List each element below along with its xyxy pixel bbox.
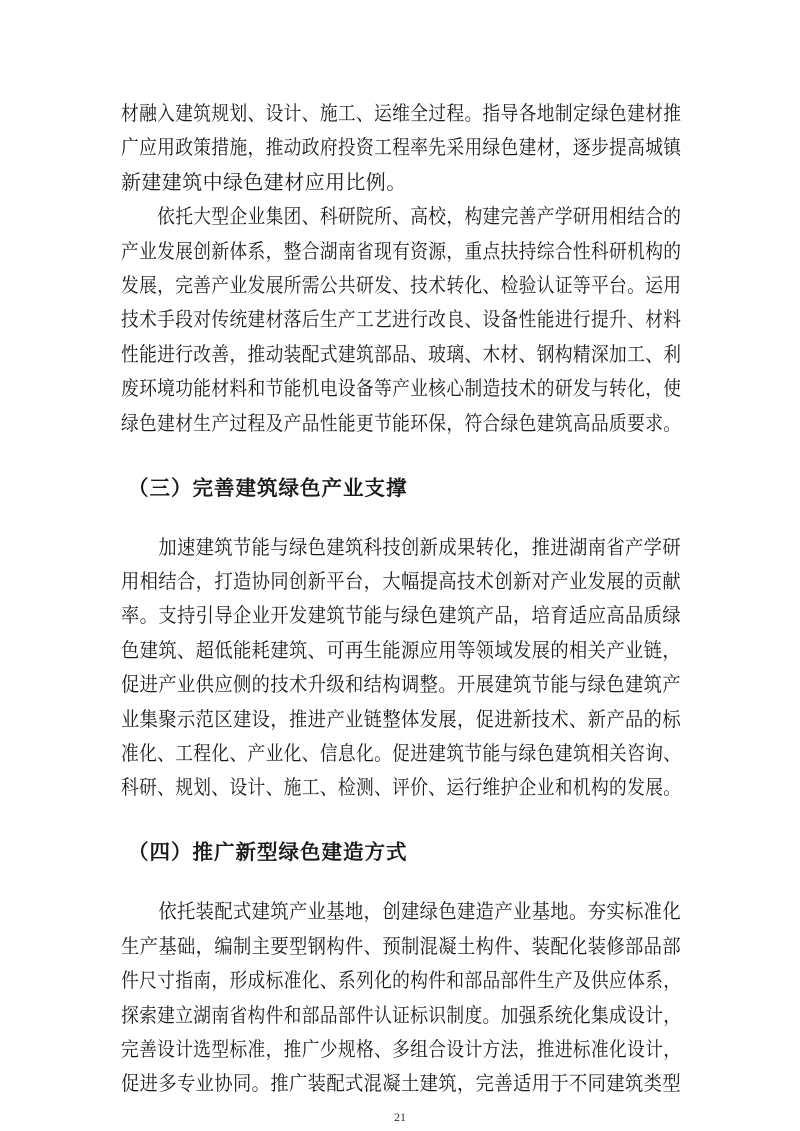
paragraph-line: 用相结合，打造协同创新平台，大幅提高技术创新对产业发展的贡献 (121, 569, 681, 593)
paragraph-line: 完善设计选型标准，推广少规格、多组合设计方法，推进标准化设计， (121, 1037, 682, 1061)
paragraph-line: 探索建立湖南省构件和部品部件认证标识制度。加强系统化集成设计， (121, 1002, 682, 1027)
paragraph-line: 依托大型企业集团、科研院所、高校，构建完善产学研用相结合的 (121, 204, 682, 229)
paragraph-line: 技术手段对传统建材落后生产工艺进行改良、设备性能进行提升、材料 (121, 307, 682, 332)
paragraph-line: 绿色建材生产过程及产品性能更节能环保，符合绿色建筑高品质要求。 (121, 410, 682, 435)
paragraph-line: 业集聚示范区建设，推进产业链整体发展，促进新技术、新产品的标 (121, 706, 681, 731)
page-number: 21 (394, 1110, 406, 1124)
section-heading-3: （三）完善建筑绿色产业支撑 (128, 475, 408, 500)
paragraph-line: 广应用政策措施，推动政府投资工程率先采用绿色建材，逐步提高城镇 (121, 135, 682, 160)
paragraph-line: 发展，完善产业发展所需公共研发、技术转化、检验认证等平台。运用 (121, 273, 682, 297)
paragraph-line: 科研、规划、设计、施工、检测、评价、运行维护企业和机构的发展。 (121, 775, 682, 800)
paragraph-line: 促进产业供应侧的技术升级和结构调整。开展建筑节能与绿色建筑产 (121, 672, 681, 697)
section-heading-4: （四）推广新型绿色建造方式 (128, 840, 408, 865)
paragraph-line: 加速建筑节能与绿色建筑科技创新成果转化，推进湖南省产学研 (121, 534, 681, 559)
paragraph-line: 准化、工程化、产业化、信息化。促进建筑节能与绿色建筑相关咨询、 (121, 741, 682, 765)
paragraph-line: 促进多专业协同。推广装配式混凝土建筑，完善适用于不同建筑类型 (121, 1071, 681, 1096)
paragraph-line: 件尺寸指南，形成标准化、系列化的构件和部品部件生产及供应体系， (121, 968, 682, 993)
paragraph-line: 产业发展创新体系，整合湖南省现有资源，重点扶持综合性科研机构的 (121, 238, 682, 263)
paragraph-line: 依托装配式建筑产业基地，创建绿色建造产业基地。夯实标准化 (121, 899, 681, 924)
paragraph-line: 率。支持引导企业开发建筑节能与绿色建筑产品，培育适应高品质绿 (121, 603, 681, 628)
paragraph-line: 废环境功能材料和节能机电设备等产业核心制造技术的研发与转化，使 (121, 376, 682, 401)
paragraph-line: 生产基础，编制主要型钢构件、预制混凝土构件、装配化装修部品部 (121, 933, 681, 958)
paragraph-line: 色建筑、超低能耗建筑、可再生能源应用等领域发展的相关产业链， (121, 637, 681, 662)
paragraph-line: 新建建筑中绿色建材应用比例。 (121, 169, 407, 194)
paragraph-line: 性能进行改善，推动装配式建筑部品、玻璃、木材、钢构精深加工、利 (121, 341, 682, 366)
paragraph-line: 材融入建筑规划、设计、施工、运维全过程。指导各地制定绿色建材推 (121, 101, 682, 125)
